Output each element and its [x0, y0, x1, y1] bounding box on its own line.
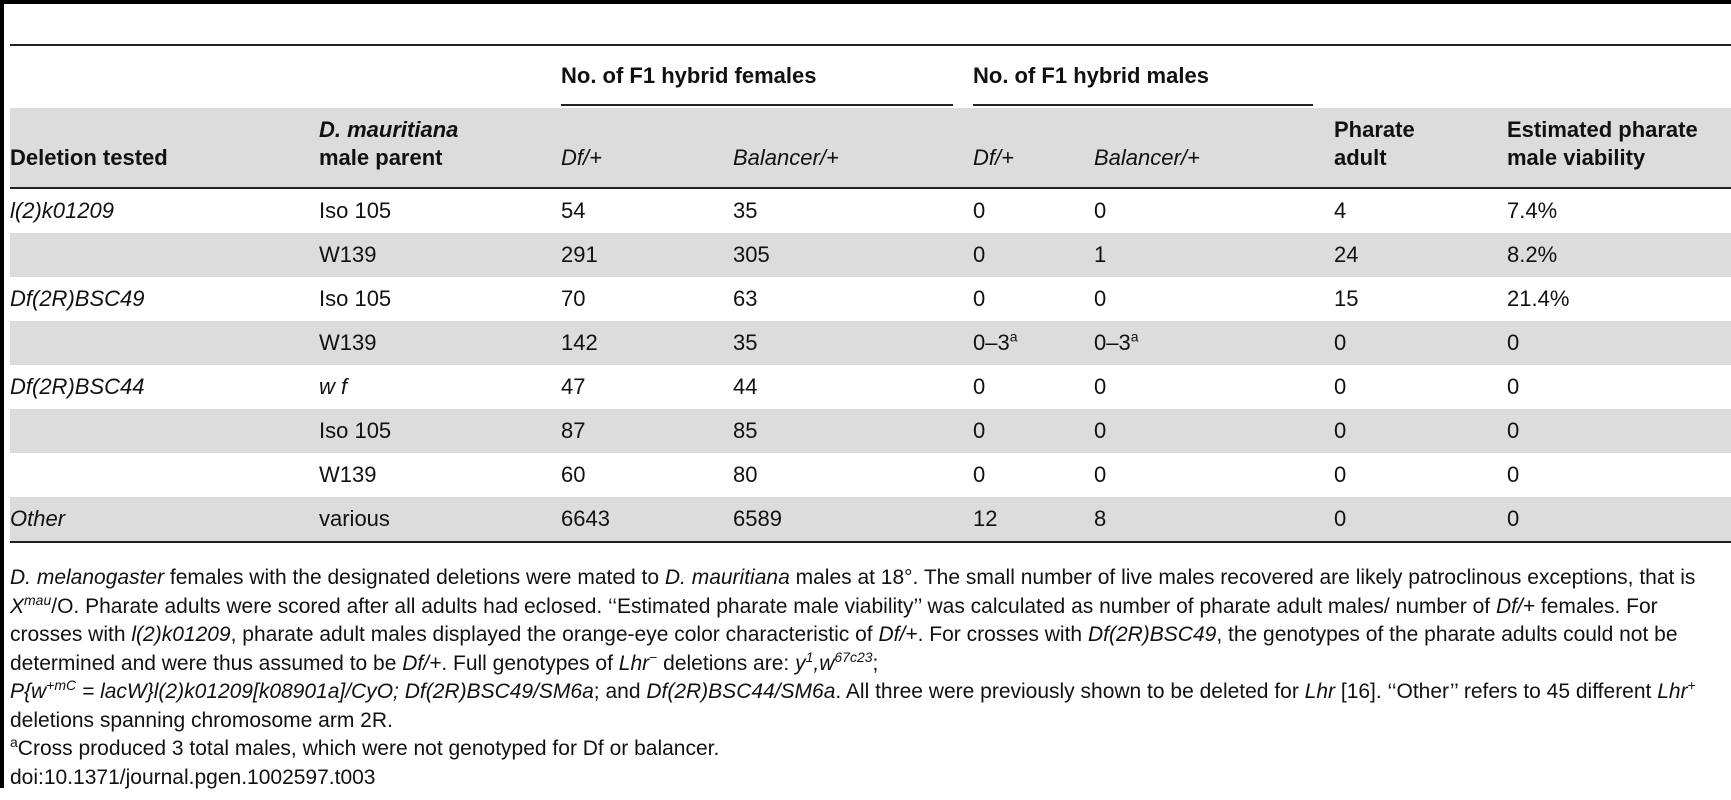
cell-male-df: 12: [973, 506, 998, 531]
left-border: [0, 0, 4, 788]
cell-viability: 0: [1507, 418, 1520, 443]
cell-pharate: 24: [1334, 242, 1359, 267]
cell-fem-bal: 305: [733, 242, 770, 267]
cell-pharate: 0: [1334, 506, 1347, 531]
cell-pharate: 0: [1334, 374, 1347, 399]
row-shading: [10, 409, 1731, 453]
col-header-parent-line2: male parent: [319, 145, 443, 170]
cell-fem-df: 142: [561, 330, 598, 355]
table-bottom-rule: [10, 541, 1731, 543]
footnote-paragraph: D. melanogaster females with the designated deletions were mated to D. mauritiana males at 18°. The small number of live males recovered are likely patroclinous exceptions, that is $X^{mau}/O$. Pharate adults were scored after all adults had eclosed. ‘‘Estimated pharate male viability’’ was calculated as number of pharate adult males/ number of Df/+ females. For crosses with l(2)k01209, pharate adult males displayed the orange-eye color characteristic of Df/+. For crosses with Df(2R)BSC49, the genotypes of the pharate adults could not be determined and were thus assumed to be Df/+. Full genotypes of Lhr− deletions are: $y^1,w^{67c23}$; $P\{w^{+mC}$ = lacW}l(2)k01209[k08901a]/CyO; Df(2R)BSC49/SM6a; and Df(2R)BSC44/SM6a. All three were previously shown to be deleted for Lhr [16]. ‘‘Other’’ refers to 45 different Lhr+ deletions spanning chromosome arm 2R.: [10, 566, 1696, 732]
col-header-female-df: Df/+: [561, 145, 602, 170]
cell-pharate: 15: [1334, 286, 1359, 311]
cell-male-bal: 0: [1094, 286, 1107, 311]
cell-male-df: 0: [973, 242, 986, 267]
cell-deletion: Other: [10, 506, 66, 531]
col-header-female-balancer: Balancer/+: [733, 145, 839, 170]
row-shading: [10, 497, 1731, 541]
cell-viability: 0: [1507, 374, 1520, 399]
cell-male-df: 0: [973, 286, 986, 311]
cell-fem-df: 6643: [561, 506, 610, 531]
cell-parent: Iso 105: [319, 418, 392, 443]
table-footnote: [10, 564, 1725, 792]
cell-parent: w f: [319, 374, 348, 399]
col-header-deletion: Deletion tested: [10, 145, 168, 170]
cell-male-df: 0–3$^a$: [973, 328, 1018, 355]
cell-viability: 0: [1507, 462, 1520, 487]
cell-fem-bal: 80: [733, 462, 758, 487]
cell-parent: W139: [319, 330, 377, 355]
cell-pharate: 0: [1334, 462, 1347, 487]
cell-parent: Iso 105: [319, 198, 392, 223]
cell-male-bal: 1: [1094, 242, 1107, 267]
cell-pharate: 0: [1334, 330, 1347, 355]
col-header-pharate-line2: adult: [1334, 145, 1387, 170]
cell-viability: 0: [1507, 330, 1520, 355]
cell-parent: W139: [319, 242, 377, 267]
cell-fem-df: 47: [561, 374, 586, 399]
cell-male-bal: 8: [1094, 506, 1107, 531]
cell-male-bal: 0–3$^a$: [1094, 328, 1139, 355]
col-header-viability-line1: Estimated pharate: [1507, 117, 1698, 142]
col-header-male-balancer: Balancer/+: [1094, 145, 1200, 170]
col-header-parent-line1: D. mauritiana: [319, 117, 459, 142]
col-header-male-df: Df/+: [973, 145, 1014, 170]
cell-male-df: 0: [973, 374, 986, 399]
cell-male-df: 0: [973, 462, 986, 487]
cell-fem-df: 60: [561, 462, 586, 487]
cell-fem-bal: 44: [733, 374, 758, 399]
footnote-a-text: Cross produced 3 total males, which were not genotyped for Df or balancer.: [17, 737, 720, 760]
cell-parent: Iso 105: [319, 286, 392, 311]
cell-fem-bal: 63: [733, 286, 758, 311]
cell-viability: 21.4%: [1507, 286, 1570, 311]
cell-male-bal: 0: [1094, 374, 1107, 399]
cell-fem-df: 87: [561, 418, 586, 443]
cell-fem-bal: 85: [733, 418, 758, 443]
cell-fem-df: 291: [561, 242, 598, 267]
cell-deletion: l(2)k01209: [10, 198, 114, 223]
cell-pharate: 4: [1334, 198, 1347, 223]
col-header-viability-line2: male viability: [1507, 145, 1646, 170]
cell-male-bal: 0: [1094, 198, 1107, 223]
row-shading: [10, 233, 1731, 277]
footnote-a-mark: a: [10, 734, 18, 750]
cell-fem-bal: 35: [733, 330, 758, 355]
cell-viability: 7.4%: [1507, 198, 1558, 223]
cell-male-bal: 0: [1094, 418, 1107, 443]
cell-deletion: Df(2R)BSC49: [10, 286, 145, 311]
col-header-pharate-line1: Pharate: [1334, 117, 1415, 142]
cell-male-df: 0: [973, 418, 986, 443]
top-border: [0, 0, 1731, 4]
cell-male-df: 0: [973, 198, 986, 223]
cell-viability: 8.2%: [1507, 242, 1558, 267]
group-header-females: No. of F1 hybrid females: [561, 63, 817, 88]
header-shading: [10, 108, 1731, 188]
cell-pharate: 0: [1334, 418, 1347, 443]
header-bottom-rule: [10, 187, 1731, 189]
group-header-males: No. of F1 hybrid males: [973, 63, 1209, 88]
cell-fem-bal: 6589: [733, 506, 782, 531]
table-top-rule: [10, 44, 1731, 46]
cell-parent: W139: [319, 462, 377, 487]
cell-male-bal: 0: [1094, 462, 1107, 487]
cell-deletion: Df(2R)BSC44: [10, 374, 145, 399]
cell-viability: 0: [1507, 506, 1520, 531]
cell-fem-df: 70: [561, 286, 586, 311]
doi-line: doi:10.1371/journal.pgen.1002597.t003: [10, 765, 376, 789]
group-rule-females: [561, 104, 953, 106]
row-shading: [10, 321, 1731, 365]
group-rule-males: [973, 104, 1313, 106]
cell-fem-df: 54: [561, 198, 586, 223]
footnote-marker: a: [1009, 328, 1018, 345]
footnote-marker: a: [1130, 328, 1139, 345]
cell-parent: various: [319, 506, 390, 531]
cell-fem-bal: 35: [733, 198, 758, 223]
footnote-a: [10, 735, 1725, 764]
